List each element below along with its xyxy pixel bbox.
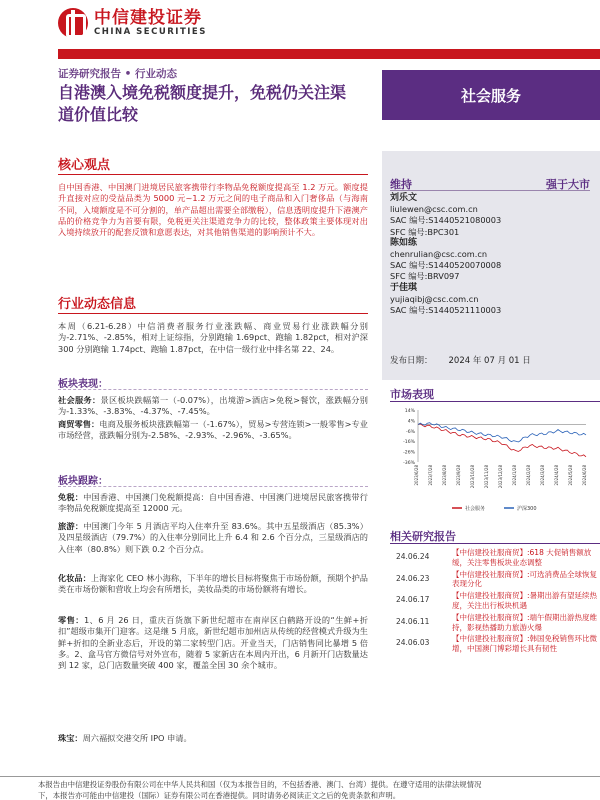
market-chart-title: 市场表现 [390, 388, 434, 401]
x-tick-label: 2023/6/28 [414, 465, 419, 486]
related-date: 24.06.24 [396, 552, 430, 561]
item-label: 化妆品： [58, 573, 91, 583]
x-tick-label: 2023/12/28 [498, 465, 503, 489]
related-link[interactable]: 【中信建投社服商贸】:618 大促销售额放缓，关注零售板块业态调整 [452, 548, 592, 567]
logo-icon [58, 8, 88, 38]
analyst-sfc: SFC 编号:BRV097 [390, 271, 460, 282]
analyst-email[interactable]: yujiaqibj@csc.com.cn [390, 293, 479, 304]
subsection-title-tracking: 板块跟踪： [58, 476, 108, 487]
x-tick-label: 2023/11/28 [484, 465, 489, 489]
analyst-email[interactable]: chenrulian@csc.com.cn [390, 249, 488, 260]
divider [390, 543, 600, 544]
item-text: 中国香港、中国澳门免税额提高：自中国香港、中国澳门进境居民旅客携带行李物品免税额度提高至 12000 元。 [58, 492, 368, 514]
divider [58, 486, 368, 487]
section-title-industry: 行业动态信息 [58, 297, 137, 312]
analyst-block [390, 283, 501, 317]
item-text: 中国澳门今年 5 月酒店平均入住率升至 83.6%。其中五星级酒店（85.3%）及四星级酒店（79.7%）的入住率分别同比上升 6.4 和 2.6 个百分点，三星级酒店的入住率（80.8%）则下跌 0.2 个百分点。 [58, 521, 368, 554]
x-tick-label: 2024/4/28 [554, 465, 559, 486]
list-item[interactable] [396, 570, 600, 590]
analyst-name: 于佳琪 [390, 282, 418, 293]
publish-date-value: 2024 年 07 月 01 日 [448, 356, 531, 366]
divider [390, 401, 600, 402]
list-item[interactable] [396, 634, 600, 654]
list-item[interactable] [396, 591, 600, 611]
core-viewpoint-text: 自中国香港、中国澳门进境居民旅客携带行李物品免税额度提高至 1.2 万元。额度提升直接对应的受益品类为 5000 元~1.2 万元之间的电子商品和入门奢侈品（与海南不同，入境额度是不可分割的，单产品超出需要全部缴税），信息透明度提升下港澳产品的价格竞争力为首要有限，免税更关注渠道竞争力的比较，整体政策主要体现对出入境持续放开的配套反馈和意愿表达，对其他销售渠道的影响预计不大。 [58, 182, 368, 238]
legend-label: 沪深300 [517, 506, 537, 512]
performance-item [58, 419, 368, 442]
analyst-name: 陈如练 [390, 237, 418, 248]
tracking-item [58, 733, 368, 744]
x-tick-label: 2023/10/28 [470, 465, 475, 489]
analyst-sfc: SFC 编号:BPC301 [390, 226, 460, 237]
item-label: 商贸零售： [58, 419, 100, 429]
divider [58, 313, 368, 314]
analyst-block [390, 193, 501, 238]
related-link[interactable]: 【中信建投社服商贸】:可选消费品全球恢复表现分化 [452, 569, 598, 589]
divider [58, 389, 368, 390]
x-tick-label: 2024/5/28 [568, 465, 573, 486]
analyst-sac: SAC 编号:S1440521110003 [390, 305, 502, 316]
y-tick-label: -36% [403, 461, 415, 466]
y-tick-label: -26% [403, 450, 415, 456]
analyst-sac: SAC 编号:S1440520070008 [390, 260, 502, 271]
related-date: 24.06.23 [396, 573, 430, 583]
related-link[interactable]: 【中信建投社服商贸】:端午假期出游热度维持，影视热播助力旅游火爆 [452, 612, 598, 632]
item-label: 珠宝： [58, 733, 83, 743]
related-date: 24.06.17 [396, 595, 430, 605]
report-title: 自港澳入境免税额度提升，免税仍关注渠道价值比较 [58, 83, 347, 124]
rating-label: 维持 [390, 178, 412, 191]
item-label: 旅游： [58, 521, 84, 531]
related-date: 24.06.11 [396, 616, 430, 626]
x-tick-label: 2024/3/28 [540, 465, 545, 486]
item-text: 电商及服务板块涨跌幅第一（-1.67%），贸易>专营连锁>一般零售>专业市场经营，涨跌幅分别为-2.58%、-2.93%、-2.96%、-3.65%。 [58, 419, 368, 441]
performance-item [58, 395, 368, 418]
section-title-core: 核心观点 [58, 158, 111, 173]
item-text: 1、6 月 26 日，重庆百货旗下新世纪超市在南岸区白鹤路开设的“生鲜+折扣”超级市集开门迎客。这是继 5 月底，新世纪超市加州店从传统的经营模式升级为生鲜+折扣的全新业态后，开设的第二家转型门店。开业当天，门店销售同比暴增 5 倍多。2、盒马官方微信号对外宣布，随着 5 家新店在本周内开出，6 月新开门店数量达到 12 家，总门店数量突破 400 家，覆盖全国 30 余个城市。 [58, 615, 368, 671]
analyst-list [390, 193, 501, 316]
rating-value: 强于大市 [546, 178, 590, 191]
footer-line: 下，本报告亦可能由中信建投（国际）证券有限公司在香港提供。同时请务必阅读正文之后的免责条款和声明。 [38, 791, 401, 800]
y-tick-label: -16% [403, 440, 415, 446]
related-date: 24.06.03 [396, 638, 430, 648]
publish-date [390, 354, 547, 366]
sector-label: 社会服务 [382, 70, 600, 120]
item-label: 社会服务： [58, 395, 101, 405]
y-tick-label: 4% [407, 419, 415, 425]
item-text: 周六福拟交港交所 IPO 申请。 [82, 733, 192, 743]
analyst-email[interactable]: liulewen@csc.com.cn [390, 204, 478, 215]
x-tick-label: 2023/8/28 [442, 465, 447, 486]
subsection-title-performance: 板块表现： [58, 379, 108, 390]
footer-disclaimer [38, 779, 600, 800]
legend-label: 社会服务 [465, 506, 486, 512]
divider [390, 190, 590, 191]
market-performance-chart [390, 404, 600, 516]
analyst-name: 刘乐文 [390, 193, 418, 203]
tracking-item [58, 521, 368, 555]
logo-text-en: CHINA SECURITIES [94, 27, 207, 37]
tracking-item [58, 573, 368, 596]
company-logo [58, 8, 207, 38]
list-item[interactable] [396, 613, 600, 633]
footer-line: 本报告由中信建投证券股份有限公司在中华人民共和国（仅为本报告目的，不包括香港、澳门、台湾）提供。在遵守适用的法律法规情况 [38, 780, 482, 789]
tracking-item [58, 615, 368, 671]
report-type: 证券研究报告 • 行业动态 [58, 68, 178, 80]
divider [58, 174, 368, 175]
footer-rule [0, 776, 600, 777]
item-text: 上海家化 CEO 林小海称，下半年的增长目标将聚焦于市场份额，预期个护品类在市场份额和营收上均会有所增长，美妆品类的市场份额将有增长。 [58, 573, 368, 595]
analyst-block [390, 238, 501, 283]
x-tick-label: 2024/2/28 [526, 465, 531, 486]
y-tick-label: 14% [404, 409, 415, 414]
x-tick-label: 2023/9/28 [456, 465, 461, 486]
x-tick-label: 2024/1/28 [512, 465, 517, 486]
series-line [418, 424, 586, 457]
item-label: 零售： [58, 615, 84, 625]
related-research-title: 相关研究报告 [390, 530, 456, 543]
item-label: 免税： [58, 492, 84, 502]
x-tick-label: 2024/6/28 [582, 465, 587, 486]
x-tick-label: 2023/7/28 [428, 465, 433, 486]
series-line [418, 423, 586, 442]
list-item[interactable] [396, 548, 600, 568]
tracking-item [58, 492, 368, 515]
item-text: 景区板块跌幅第一（-0.07%），出境游>酒店>免税>餐饮，涨跌幅分别为-1.33%、-3.83%、-4.37%、-7.45%。 [58, 395, 368, 417]
publish-date-label: 发布日期： [390, 356, 433, 366]
analyst-sac: SAC 编号:S1440521080003 [390, 215, 502, 226]
logo-text-cn: 中信建投证券 [94, 8, 202, 28]
related-link[interactable]: 【中信建投社服商贸】:暑期出游有望延续热度，关注出行板块机遇 [452, 591, 598, 610]
related-link[interactable]: 【中信建投社服商贸】:韩国免税销售环比微增，中国澳门博彩增长具有韧性 [452, 634, 598, 654]
industry-summary-text: 本周（6.21-6.28）中信消费者服务行业涨跌幅、商业贸易行业涨跌幅分别为-2.71%、-2.85%，相对上证综指，分别跑输 1.69pct、跑输 1.82pct，相对沪深 300 分别跑输 1.74pct、跑输 1.87pct，在中信一级行业中排名第 22、24。 [58, 321, 368, 354]
y-tick-label: -6% [406, 429, 415, 435]
related-research-list [396, 548, 600, 656]
header-rule [58, 49, 600, 59]
